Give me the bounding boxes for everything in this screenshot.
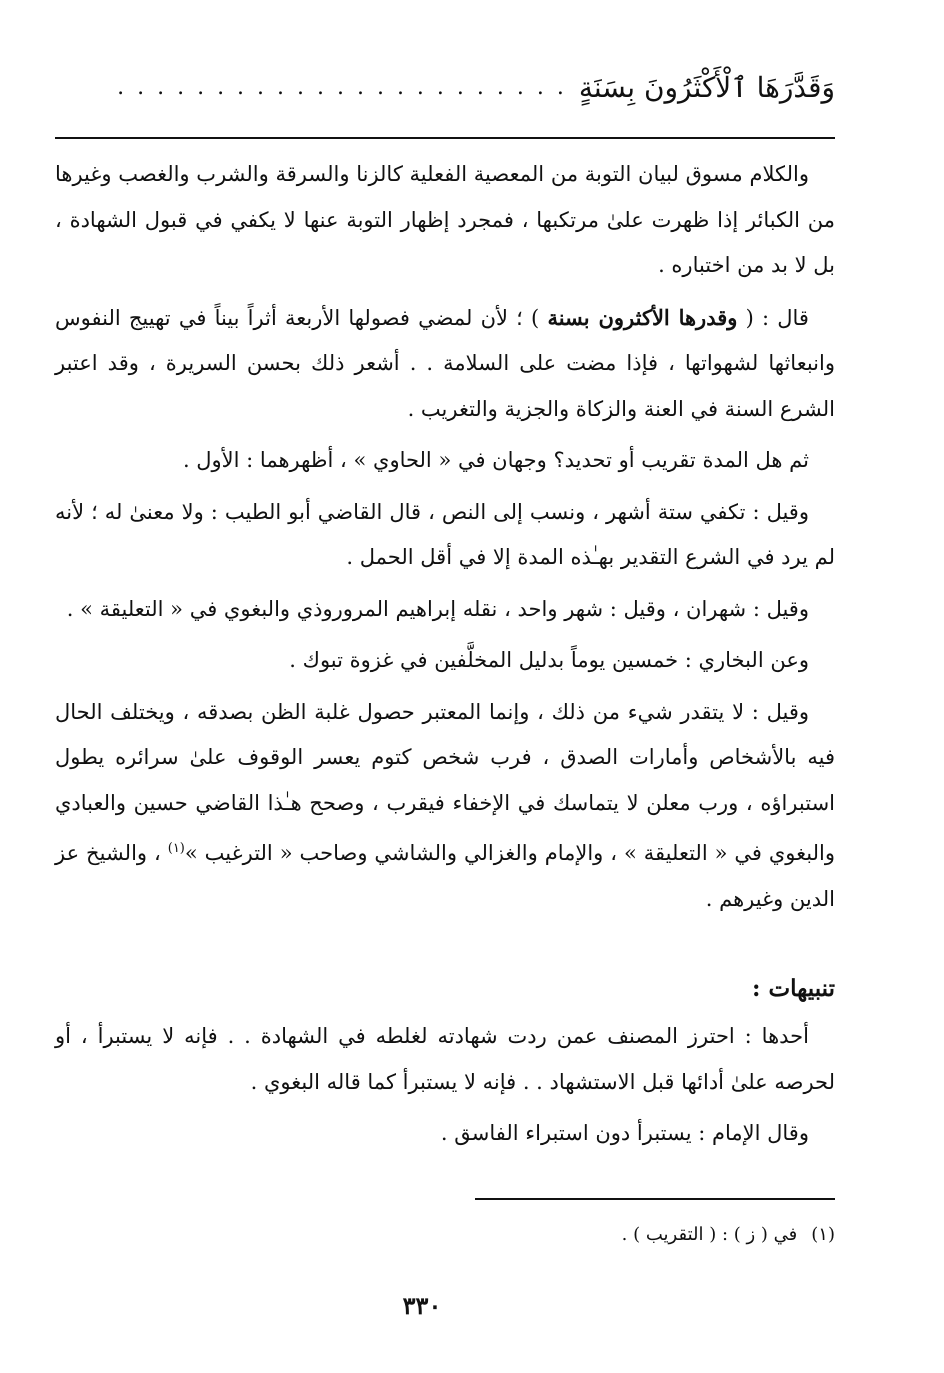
main-text (55, 152, 835, 1163)
paragraph-1: والكلام مسوق لبيان التوبة من المعصية الفعلية كالزنا والسرقة والشرب والغصب وغيرها من الكبائر إذا ظهرت علىٰ مرتكبها ، فمجرد إظهار التوبة عنها لا يكفي في قبول الشهادة ، بل لا بد من اختباره . (55, 162, 835, 277)
footnote-ref: (١) (167, 841, 185, 856)
page-number: ٣٣٠ (402, 1291, 442, 1320)
footnote-number: (١) (811, 1224, 835, 1245)
section-heading: تنبيهات : (752, 975, 835, 1002)
footnote (55, 1215, 835, 1255)
paragraph-2 (55, 295, 835, 433)
quoted-matn: وقدرها الأكثرون بسنة (547, 304, 738, 330)
paragraph-9: وقال الإمام : يستبرأ دون استبراء الفاسق . (440, 1121, 809, 1145)
footnote-text: في ( ز ) : ( التقريب ) . (621, 1224, 798, 1245)
paragraph-2-text: ) ؛ لأن لمضي فصولها الأربعة أثراً بيناً في تهييج النفوس وانبعاثها لشهواتها ، فإذا مضت على السلامة . . أشعر ذلك بحسن السريرة ، وقد اعتبر الشرع السنة في العنة والزكاة والجزية والتغريب . (55, 305, 835, 421)
footnote-rule (475, 1198, 835, 1200)
paragraph-3: ثم هل المدة تقريب أو تحديد؟ وجهان في « الحاوي » ، أظهرهما : الأول . (182, 448, 809, 472)
header-title: وَقَدَّرَهَا ٱلْأَكْثَرُونَ بِسَنَةٍ (578, 70, 835, 104)
paragraph-5: وقيل : شهران ، وقيل : شهر واحد ، نقله إبراهيم المروروذي والبغوي في « التعليقة » . (66, 596, 809, 621)
paragraph-7-end: ، والشيخ عز الدين وغيرهم . (55, 841, 835, 911)
paragraph-7 (55, 690, 835, 923)
header-rule (55, 137, 835, 139)
paragraph-8: أحدها : احترز المصنف عمن ردت شهادته لغلطه في الشهادة . . فإنه لا يستبرأ ، أو لحرصه علىٰ أدائها قبل الاستشهاد . . فإنه لا يستبرأ كما قاله البغوي . (55, 1024, 835, 1094)
paragraph-4: وقيل : تكفي ستة أشهر ، ونسب إلى النص ، قال القاضي أبو الطيب : ولا معنىٰ له ؛ لأنه لم يرد في الشرع التقدير بهـٰذه المدة إلا في أقل الحمل . (55, 499, 835, 569)
paragraph-7-text: وقيل : لا يتقدر شيء من ذلك ، وإنما المعتبر حصول غلبة الظن بصدقه ، ويختلف الحال فيه بالأشخاص وأمارات الصدق ، فرب شخص كتوم يعسر الوقوف علىٰ سرائره يطول استبراؤه ، ورب معلن لا يتماسك في الإخفاء فيقرب ، وصحح هـٰذا القاضي حسين والعبادي والبغوي في « التعليقة » ، والإمام والغزالي والشاشي وصاحب « الترغيب » (55, 699, 835, 865)
running-header (55, 62, 835, 112)
header-leader-dots: . . . . . . . . . . . . . . . . . . . . . . . (117, 74, 567, 100)
paragraph-6: وعن البخاري : خمسين يوماً بدليل المخلَّفين في غزوة تبوك . (289, 648, 809, 672)
quote-open: قال : ( (745, 305, 809, 330)
